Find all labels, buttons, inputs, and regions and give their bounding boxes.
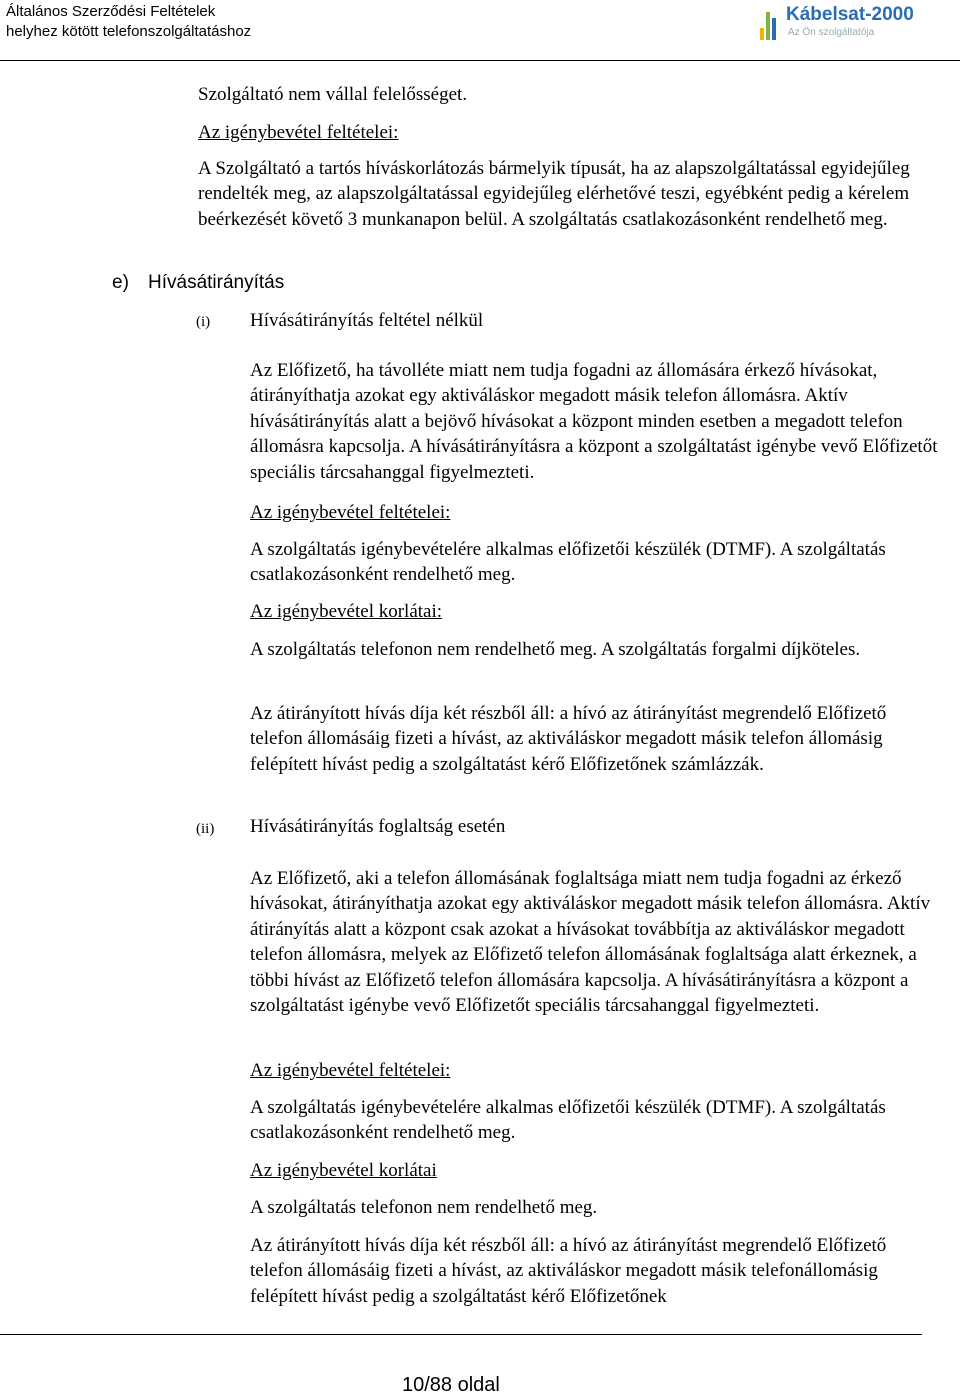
company-logo: [760, 2, 960, 44]
page-number: 10/88 oldal: [402, 1374, 500, 1396]
item-2-title: Hívásátirányítás foglaltság esetén: [250, 816, 506, 837]
header-divider: [0, 60, 960, 61]
intro-conditions-text: A Szolgáltató a tartós híváskorlátozás bármelyik típusát, ha az alapszolgáltatással egyidejűleg rendelték meg, az alapszolgáltatással egyidejűleg elérhetővé teszi, egyébként pedig a kérelem beérkezését követő 3 munkanapon belül. A szolgáltatás csatlakozásonként rendelhető meg.: [198, 158, 910, 230]
item-1-limits-heading: Az igénybevétel korlátai:: [250, 601, 443, 622]
section-e-label: e): [112, 272, 129, 293]
intro-line: Szolgáltató nem vállal felelősséget.: [198, 84, 468, 105]
item-1-conditions-text: A szolgáltatás igénybevételére alkalmas előfizetői készülék (DTMF). A szolgáltatás csatlakozásonként rendelhető meg.: [250, 539, 886, 586]
item-1-title: Hívásátirányítás feltétel nélkül: [250, 310, 484, 331]
item-1-text: Az Előfizető, ha távolléte miatt nem tudja fogadni az állomására érkező hívásokat, átirányíthatja azokat egy aktiváláskor megadott másik telefon állomásra. Aktív hívásátirányítás alatt a bejövő hívásokat a központ minden esetben a megadott telefon állomásra kapcsolja. A hívásátirányításra a központ a szolgáltatást igénybe vevő Előfizetőt speciális tárcsahanggal figyelmezteti.: [250, 360, 938, 483]
footer-divider: [0, 1334, 922, 1335]
item-1-number: (i): [196, 314, 211, 330]
item-2-limits-heading: Az igénybevétel korlátai: [250, 1160, 437, 1181]
intro-conditions-heading: Az igénybevétel feltételei:: [198, 122, 399, 143]
item-1-fee-text: Az átirányított hívás díja két részből áll: a hívó az átirányítást megrendelő Előfizető telefon állomásáig fizeti a hívást, az aktiváláskor megadott másik telefon állomásig felépített hívást pedig a szolgáltatást kérő Előfizetőnek számlázzák.: [250, 703, 887, 775]
section-e-title: Hívásátirányítás: [148, 272, 285, 293]
logo-tagline: Az Ön szolgáltatója: [788, 27, 875, 38]
item-2-text: Az Előfizető, aki a telefon állomásának foglaltsága miatt nem tudja fogadni az érkező hívásokat, átirányíthatja azokat egy aktiváláskor megadott másik telefon állomásra. Aktív átirányítás alatt a központ csak azokat a hívásokat továbbítja az aktiváláskor megadott telefon állomásra, melyek az Előfizető telefon állomásának foglaltsága alatt érkeznek, a többi hívást az Előfizető telefon állomására kapcsolja. A hívásátirányításra a központ a szolgáltatást igénybe vevő Előfizetőt speciális tárcsahanggal figyelmezteti.: [250, 868, 931, 1017]
header-title-line1: Általános Szerződési Feltételek: [6, 3, 216, 20]
item-2-conditions-heading: Az igénybevétel feltételei:: [250, 1060, 451, 1081]
header-title-line2: helyhez kötött telefonszolgáltatáshoz: [6, 23, 252, 40]
item-2-conditions-text: A szolgáltatás igénybevételére alkalmas előfizetői készülék (DTMF). A szolgáltatás csatlakozásonként rendelhető meg.: [250, 1097, 886, 1144]
logo-bars-icon: [760, 2, 782, 42]
item-2-fee-text: Az átirányított hívás díja két részből áll: a hívó az átirányítást megrendelő Előfizető telefon állomásáig fizeti a hívást, az aktiváláskor megadott másik telefonállomásig felépített hívást pedig a szolgáltatást kérő Előfizetőnek: [250, 1235, 887, 1307]
item-2-limits-text: A szolgáltatás telefonon nem rendelhető meg.: [250, 1197, 598, 1218]
item-1-conditions-heading: Az igénybevétel feltételei:: [250, 502, 451, 523]
item-1-limits-text: A szolgáltatás telefonon nem rendelhető meg. A szolgáltatás forgalmi díjköteles.: [250, 639, 861, 660]
item-2-number: (ii): [196, 821, 215, 837]
logo-name: Kábelsat-2000: [786, 4, 914, 25]
